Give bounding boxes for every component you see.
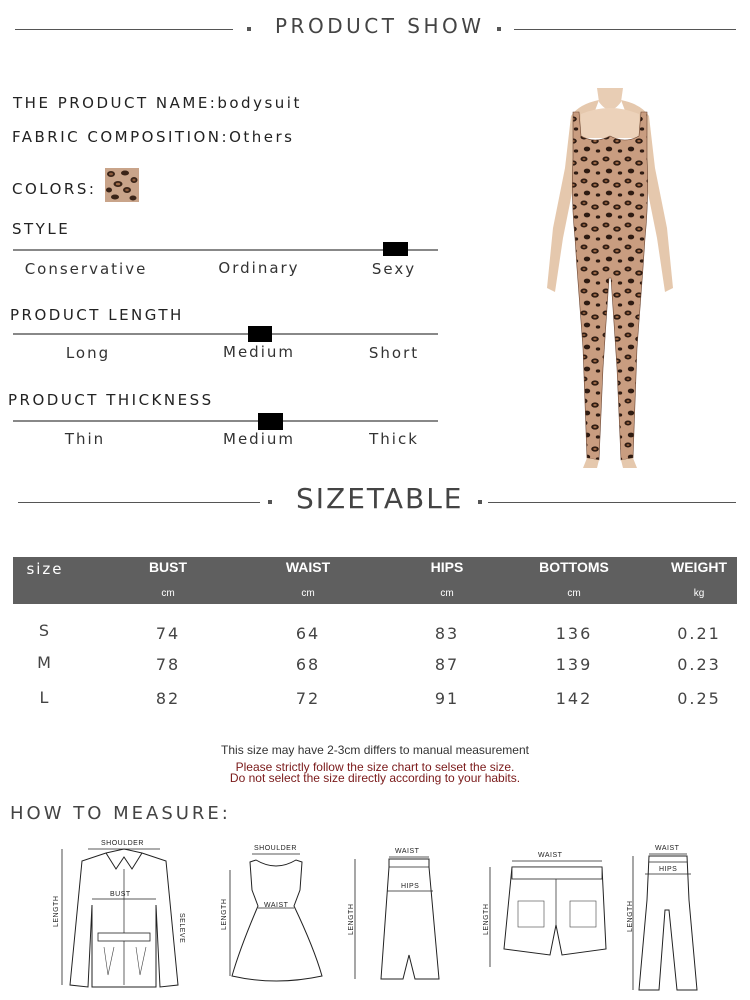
length-label: LENGTH bbox=[53, 895, 60, 927]
length-option-medium[interactable]: Medium bbox=[223, 343, 295, 361]
header-dot-left bbox=[247, 27, 251, 31]
cell-size: L bbox=[39, 688, 51, 707]
cell-hips: 83 bbox=[434, 624, 460, 643]
fabric-value: Others bbox=[229, 128, 295, 146]
cell-weight: 0.21 bbox=[677, 624, 721, 643]
waist-label: WAIST bbox=[264, 902, 289, 909]
waist-label: WAIST bbox=[395, 848, 420, 855]
waist-label: WAIST bbox=[655, 845, 680, 852]
cell-bottoms: 136 bbox=[555, 624, 593, 643]
cell-waist: 72 bbox=[295, 689, 321, 708]
sleeve-label: SELEVE bbox=[178, 913, 185, 944]
cell-waist: 64 bbox=[295, 624, 321, 643]
style-option-ordinary[interactable]: Ordinary bbox=[218, 259, 300, 277]
product-name-row bbox=[13, 94, 302, 112]
length-scale-line bbox=[13, 333, 438, 335]
col-header-bust: BUST bbox=[148, 559, 188, 575]
length-label: LENGTH bbox=[221, 898, 228, 930]
page-title: PRODUCT SHOW bbox=[275, 14, 485, 38]
shorts-diagram bbox=[478, 845, 613, 975]
cell-weight: 0.25 bbox=[677, 689, 721, 708]
cell-bust: 78 bbox=[155, 655, 181, 674]
header-dot-right bbox=[497, 27, 501, 31]
colors-label: COLORS: bbox=[12, 180, 97, 198]
thickness-option-medium[interactable]: Medium bbox=[223, 430, 295, 448]
bust-label: BUST bbox=[110, 891, 131, 898]
cell-bust: 82 bbox=[155, 689, 181, 708]
cell-bust: 74 bbox=[155, 624, 181, 643]
col-unit-bottoms: cm bbox=[567, 588, 581, 599]
thickness-title: PRODUCT THICKNESS bbox=[8, 391, 214, 409]
trousers-diagram bbox=[625, 840, 705, 995]
thickness-scale-line bbox=[13, 420, 438, 422]
style-title: STYLE bbox=[12, 220, 71, 238]
length-selected-marker[interactable] bbox=[248, 326, 272, 342]
waist-label: WAIST bbox=[538, 852, 563, 859]
hips-label: HIPS bbox=[659, 866, 678, 873]
sizetable-dot-left bbox=[268, 500, 272, 504]
note-habits: Do not select the size directly according to your habits. bbox=[229, 771, 521, 785]
col-header-waist: WAIST bbox=[285, 559, 331, 575]
size-table-header bbox=[13, 557, 737, 604]
product-name-label: THE PRODUCT NAME: bbox=[13, 94, 218, 112]
sizetable-dot-right bbox=[478, 500, 482, 504]
sizetable-rule-left bbox=[18, 502, 260, 503]
thickness-option-thin[interactable]: Thin bbox=[64, 430, 106, 448]
header-rule-left bbox=[15, 29, 233, 30]
length-label: LENGTH bbox=[483, 903, 490, 935]
fabric-row bbox=[12, 128, 294, 146]
cell-size: S bbox=[38, 621, 52, 640]
style-option-sexy[interactable]: Sexy bbox=[371, 260, 417, 278]
shoulder-label: SHOULDER bbox=[101, 840, 144, 847]
sizetable-rule-right bbox=[488, 502, 736, 503]
shoulder-label: SHOULDER bbox=[254, 845, 297, 852]
col-header-weight: WEIGHT bbox=[671, 559, 727, 575]
col-unit-hips: cm bbox=[440, 588, 454, 599]
skirt-diagram bbox=[345, 845, 445, 985]
style-selected-marker[interactable] bbox=[383, 242, 408, 256]
length-label: LENGTH bbox=[627, 900, 634, 932]
cell-bottoms: 142 bbox=[555, 689, 593, 708]
dress-diagram bbox=[218, 840, 328, 990]
cell-size: M bbox=[37, 653, 53, 672]
how-to-measure-title: HOW TO MEASURE: bbox=[10, 803, 231, 824]
hips-label: HIPS bbox=[401, 883, 420, 890]
fabric-label: FABRIC COMPOSITION: bbox=[12, 128, 230, 146]
thickness-selected-marker[interactable] bbox=[258, 413, 283, 430]
style-scale-line bbox=[13, 249, 438, 251]
col-header-bottoms: BOTTOMS bbox=[539, 559, 609, 575]
cell-weight: 0.23 bbox=[677, 655, 721, 674]
col-unit-bust: cm bbox=[161, 588, 175, 599]
product-image bbox=[535, 88, 685, 468]
product-name-value: bodysuit bbox=[217, 94, 302, 112]
thickness-option-thick[interactable]: Thick bbox=[369, 430, 419, 448]
cell-waist: 68 bbox=[295, 655, 321, 674]
header-rule-right bbox=[514, 29, 736, 30]
col-header-size: size bbox=[26, 560, 64, 578]
length-option-short[interactable]: Short bbox=[368, 344, 420, 362]
length-title: PRODUCT LENGTH bbox=[10, 306, 184, 324]
col-header-hips: HIPS bbox=[430, 559, 464, 575]
jacket-diagram bbox=[48, 835, 200, 995]
sizetable-title: SIZETABLE bbox=[296, 482, 464, 515]
length-option-long[interactable]: Long bbox=[65, 344, 111, 362]
cell-hips: 87 bbox=[434, 655, 460, 674]
color-swatch-leopard[interactable] bbox=[105, 168, 139, 202]
length-label: LENGTH bbox=[348, 903, 355, 935]
cell-hips: 91 bbox=[434, 689, 460, 708]
col-unit-waist: cm bbox=[301, 588, 315, 599]
note-follow-chart: Please strictly follow the size chart to selset the size. bbox=[235, 760, 515, 774]
note-measurement: This size may have 2-3cm differs to manual measurement bbox=[221, 743, 529, 757]
col-unit-weight: kg bbox=[693, 588, 705, 599]
cell-bottoms: 139 bbox=[555, 655, 593, 674]
style-option-conservative[interactable]: Conservative bbox=[24, 260, 148, 278]
